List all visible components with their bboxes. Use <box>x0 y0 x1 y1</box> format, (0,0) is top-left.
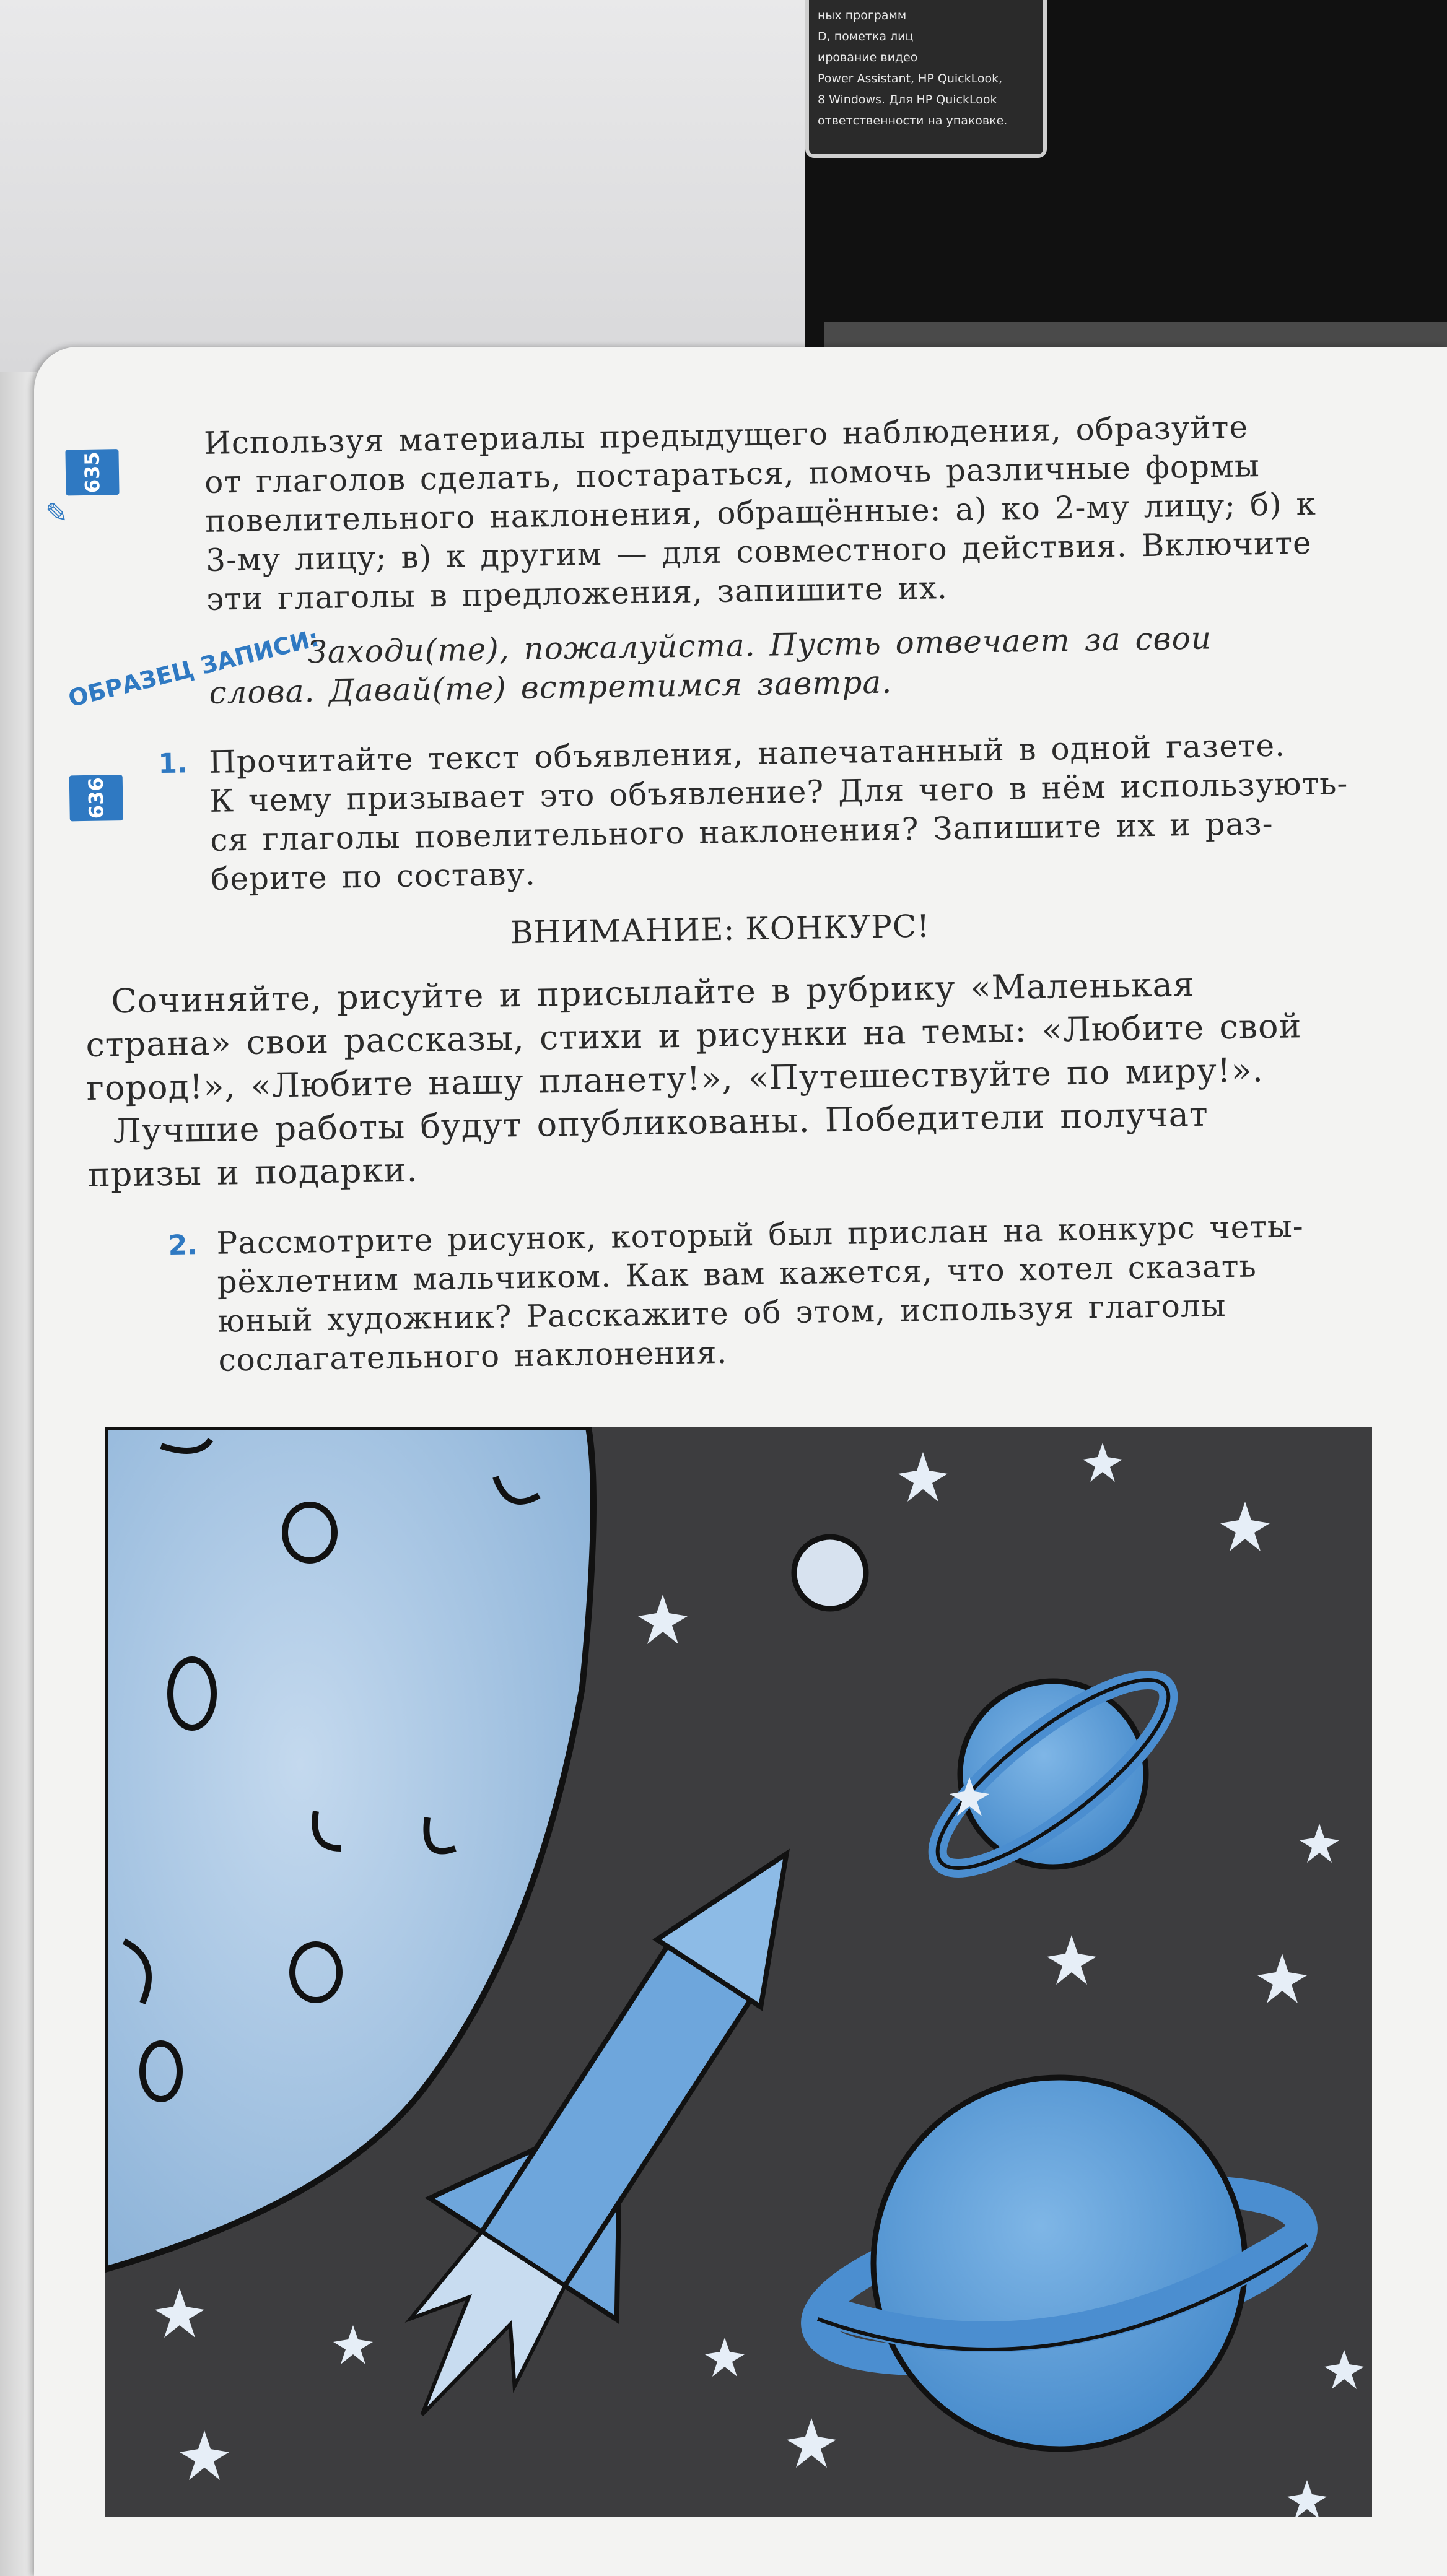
ad-title: ВНИМАНИЕ: КОНКУРС! <box>510 908 930 951</box>
sample-text <box>209 619 1212 711</box>
task-number: 1. <box>158 747 188 780</box>
task-number: 2. <box>168 1229 198 1261</box>
child-space-drawing <box>105 1427 1372 2517</box>
text-line: рёхлетним мальчиком. Как вам кажется, что хотел сказать <box>217 1248 1257 1300</box>
ad-text <box>85 961 1304 1197</box>
text-line: от глаголов сделать, постараться, помочь различные формы <box>204 448 1261 500</box>
sample-label: ОБРАЗЕЦ ЗАПИСИ: <box>65 624 322 713</box>
text-line: Прочитайте текст объявления, напечатанный в одной газете. <box>208 727 1286 780</box>
small-moon <box>794 1537 866 1609</box>
text-line: 3-му лицу; в) к другим — для совместного действия. Включите <box>205 524 1313 578</box>
box-label-line: ирование видео <box>818 51 918 64</box>
pencil-icon: ✎ <box>45 497 69 529</box>
text-line: повелительного наклонения, обращённые: а) ко 2-му лицу; б) к <box>204 485 1317 539</box>
exercise-number-badge: 635 <box>65 449 119 495</box>
text-line: эти глаголы в предложения, запишите их. <box>206 570 948 617</box>
text-line: К чему призывает это объявление? Для чего в нём использують- <box>209 765 1349 819</box>
box-label-line: ответственности на упаковке. <box>818 114 1008 128</box>
box-label-line: Power Assistant, HP QuickLook, <box>818 72 1003 85</box>
text-line: город!», «Любите нашу планету!», «Путешествуйте по миру!». <box>86 1050 1264 1108</box>
exercise-635-text <box>204 407 1318 619</box>
exercise-number-badge: 636 <box>69 775 123 821</box>
ringed-planet-bottom <box>803 2078 1316 2449</box>
ringed-planet-top <box>914 1652 1192 1896</box>
box-label-line: D, пометка лиц <box>818 30 914 43</box>
text-line: юный художник? Расскажите об этом, используя глаголы <box>217 1287 1226 1339</box>
moon <box>105 1427 593 2269</box>
text-line: ся глаголы повелительного наклонения? Запишите их и раз- <box>209 805 1274 858</box>
box-label-line: 8 Windows. Для HP QuickLook <box>818 93 997 107</box>
text-line: Заходи(те), пожалуйста. Пусть отвечает за свои <box>307 620 1212 671</box>
exercise-636-task1 <box>209 725 1350 899</box>
text-line: слова. Давай(те) встретимся завтра. <box>209 664 893 711</box>
text-line: берите по составу. <box>210 856 536 897</box>
text-line: призы и подарки. <box>87 1150 418 1195</box>
text-line: Рассмотрите рисунок, который был прислан на конкурс четы- <box>216 1208 1305 1261</box>
text-line: Лучшие работы будут опубликованы. Победители получат <box>113 1094 1209 1151</box>
space-illustration <box>105 1427 1372 2517</box>
text-line: Используя материалы предыдущего наблюдения, образуйте <box>203 409 1249 461</box>
text-line: страна» свои рассказы, стихи и рисунки на темы: «Любите свой <box>85 1006 1302 1065</box>
box-label-line: ных программ <box>818 9 907 22</box>
exercise-636-task2 <box>216 1207 1306 1380</box>
text-line: сослагательного наклонения. <box>218 1334 728 1378</box>
text-line: Сочиняйте, рисуйте и присылайте в рубрику «Маленькая <box>110 964 1196 1021</box>
